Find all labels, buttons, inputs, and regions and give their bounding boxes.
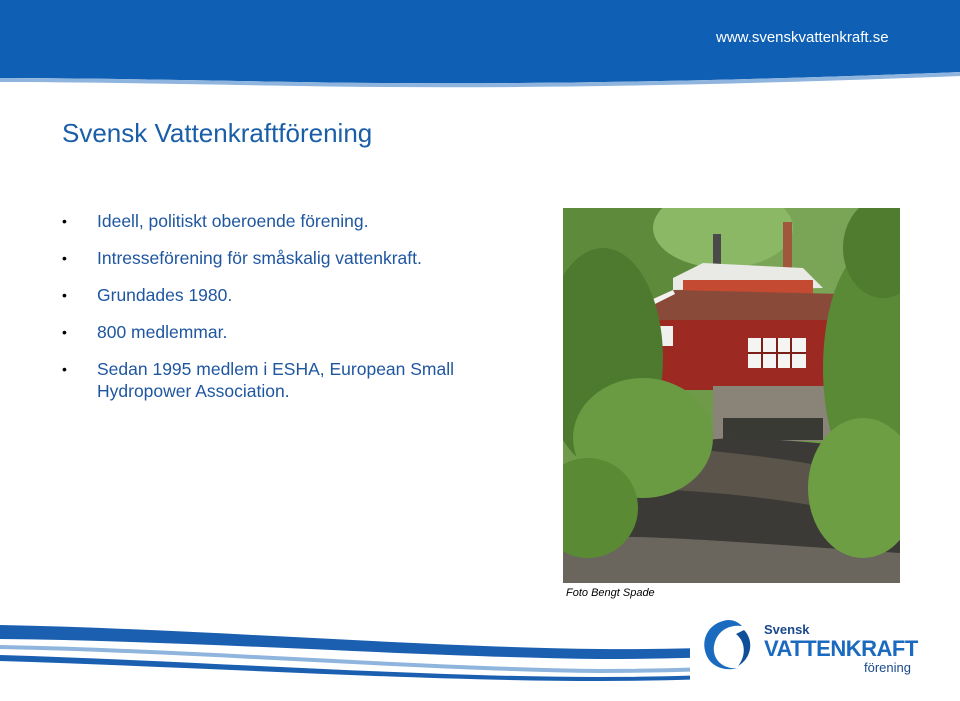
bullet-text: Sedan 1995 medlem i ESHA, European Small Hydropower Association. <box>97 359 455 401</box>
bullet-dot-icon: • <box>62 213 67 229</box>
bullet-dot-icon: • <box>62 287 67 303</box>
bullet-item <box>62 321 542 343</box>
bullet-text: 800 medlemmar. <box>97 322 228 342</box>
bullet-dot-icon: • <box>62 361 67 377</box>
photo-red-mill-by-river <box>563 208 900 583</box>
bullet-item <box>62 247 542 269</box>
bullet-item <box>62 284 542 306</box>
logo-line3: förening <box>864 660 911 675</box>
bullet-item <box>62 210 542 232</box>
water-swirl-icon <box>698 616 756 676</box>
bullet-text: Ideell, politiskt oberoende förening. <box>97 211 369 231</box>
site-url[interactable]: www.svenskvattenkraft.se <box>716 29 889 46</box>
header-wave-band <box>0 0 960 95</box>
logo-line1: Svensk <box>764 622 810 637</box>
slide-title: Svensk Vattenkraftförening <box>62 118 373 148</box>
photo-caption: Foto Bengt Spade <box>566 587 655 599</box>
bullet-text: Grundades 1980. <box>97 285 233 305</box>
bullet-dot-icon: • <box>62 324 67 340</box>
company-logo[interactable] <box>698 614 918 680</box>
bullet-item <box>62 358 542 402</box>
bullet-text: Intresseförening för småskalig vattenkraft. <box>97 248 422 268</box>
logo-line2: VATTENKRAFT <box>764 636 918 661</box>
bullet-dot-icon: • <box>62 250 67 266</box>
bullet-list <box>62 210 542 417</box>
